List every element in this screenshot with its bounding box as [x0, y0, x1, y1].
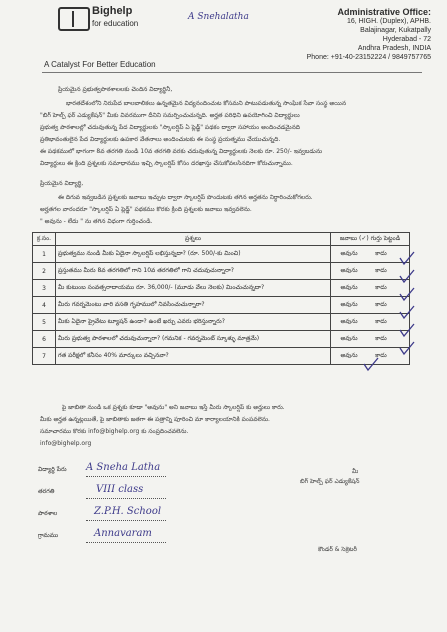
- header-divider: [42, 72, 422, 73]
- eligibility-table: [32, 232, 410, 365]
- office-address: [261, 8, 431, 62]
- office-line: Hyderabad - 72: [382, 36, 431, 43]
- row-number: 3: [33, 280, 56, 297]
- field-school: [38, 506, 162, 518]
- check-icon: [400, 270, 414, 282]
- paragraph-line: ప్రతిభావంతులైన పేద విద్యార్థులకు ఉపకార వేతనాలు అందించుటకు ఈ సంస్థ ప్రయత్నము చేయుచున్నది.: [40, 136, 281, 143]
- paragraph-line: విద్యార్థులు ఈ క్రింది ప్రశ్నలకు సమాధానము ఇచ్చి స్కాలర్షిప్ కోసం దరఖాస్తు చేసుకోవలసినదిగా కోరుచున్నాము.: [40, 160, 293, 167]
- row-question: ప్రభుత్వము నుండి మీకు ఏదైనా స్కాలర్షిప్ లభిస్తున్నదా? (రూ. 500/-కు మించి): [56, 246, 331, 263]
- footer-email: info@bighelp.org: [40, 440, 92, 447]
- table-row: [33, 246, 410, 263]
- handwritten-checkmarks: [360, 250, 420, 375]
- footer-note: పై జాబితా నుండి ఒక ప్రశ్నకు కూడా "అవును" అని జవాబు ఇస్తే మీరు స్కాలర్షిప్ కు అర్హులు కారు.: [62, 404, 285, 411]
- paragraph-line: ఈ పథకములో భాగంగా 8వ తరగతి నుండి 10వ తరగతి వరకు చదువుతున్న విద్యార్థులకు నెలకు రూ. 250/- ఇవ్వబడును: [40, 148, 323, 155]
- answer-no[interactable]: కాదు: [375, 335, 387, 342]
- table-header-row: [33, 233, 410, 246]
- paragraph-line: ప్రభుత్వ పాఠశాలల్లో చదువుతున్న పేద విద్యార్థులకు "స్కాలర్షిప్ ఏ ప్లెడ్జ్" పథకం ద్వారా సహాయం అందించడమైనది: [40, 124, 301, 131]
- field-value: Z.P.H. School: [94, 506, 162, 517]
- table-row: [33, 348, 410, 365]
- office-line: 16, HIGH. (Duplex), APHB.: [346, 18, 431, 25]
- field-value: VIII class: [96, 484, 144, 495]
- office-line: Balajinagar, Kukatpally: [360, 27, 431, 34]
- signature-line: [86, 542, 166, 543]
- answer-yes[interactable]: అవును: [340, 301, 358, 308]
- answer-yes[interactable]: అవును: [340, 284, 358, 291]
- greeting: ప్రియమైన ప్రభుత్వపాఠశాలలకు చెందిన విద్యార్థినీ,: [58, 86, 173, 93]
- table-row: [33, 280, 410, 297]
- handwritten-name-top: A Snehalatha: [188, 12, 249, 22]
- tagline: A Catalyst For Better Education: [44, 60, 156, 69]
- field-value: Annavaram: [94, 528, 152, 539]
- col-answer-header: జవాబు (✓) గుర్తు పెట్టండి: [331, 233, 410, 246]
- field-label: విద్యార్థి పేరు: [38, 466, 67, 473]
- office-phone: Phone: +91-40-23152224 / 9849757765: [306, 54, 431, 61]
- col-question-header: ప్రశ్నలు: [56, 233, 331, 246]
- row-question: ప్రస్తుతము మీరు 8వ తరగతిలో గాని 10వ తరగతిలో గాని చదువుచున్నారా?: [56, 263, 331, 280]
- instruction-line: అర్హతగల వారందరూ "స్కాలర్షిప్ ఏ ప్లెడ్జ్" పథకము కొరకు క్రింది ప్రశ్నలకు జవాబు ఇవ్వవలెను.: [40, 206, 252, 213]
- instruction-line: ఈ దిగువ ఇవ్వబడిన ప్రశ్నలకు జవాబు ఇచ్చుట ద్వారా స్కాలర్షిప్ పొందుటకు తగిన అర్హతను నిర్ధారించుకోగలరు.: [58, 194, 313, 201]
- field-label: తరగతి: [38, 488, 55, 495]
- col-sno-header: క్ర.సం.: [33, 233, 56, 246]
- office-title: Administrative Office:: [337, 7, 431, 17]
- field-value: A Sneha Latha: [86, 462, 161, 473]
- signature-line: [86, 498, 166, 499]
- row-question: మీకు ఏదైనా ప్రైవేటు ట్యూషన్ ఉందా? ఉంటే ఖర్చు ఎవరు భరిస్తున్నారు?: [56, 314, 331, 331]
- check-icon: [400, 324, 414, 336]
- instruction-line: " అవును - లేదు " ను తగిన విధంగా గుర్తించండి.: [40, 218, 153, 225]
- signatory-title: కౌండర్ & సెక్రెటరీ: [318, 546, 357, 553]
- brand-name: Bighelp: [92, 5, 133, 17]
- answer-yes[interactable]: అవును: [340, 318, 358, 325]
- row-number: 4: [33, 297, 56, 314]
- answer-yes[interactable]: అవును: [340, 335, 358, 342]
- answer-no[interactable]: కాదు: [375, 352, 387, 359]
- signature-line: [86, 476, 166, 477]
- field-label: పాఠశాల: [38, 510, 58, 517]
- table-row: [33, 331, 410, 348]
- answer-yes[interactable]: అవును: [340, 250, 358, 257]
- paragraph-line: భారతదేశంలోని నిరుపేద బాలబాలికలు ఉన్నతమైన విద్యనందించుట కోసమని పాటుపడుతున్న సాంఘిక సేవా సంస్థ అయిన: [66, 100, 347, 107]
- field-student-name: [38, 462, 161, 474]
- signature-line: [86, 520, 166, 521]
- footer-note: సమాచారము కొరకు info@bighelp.org కు సంప్రదించవలెను.: [40, 428, 189, 435]
- organization-name: బిగ్ హెల్ప్ ఫర్ ఎడ్యుకేషన్: [300, 478, 360, 485]
- check-icon: [364, 358, 378, 370]
- table-row: [33, 314, 410, 331]
- intro: ప్రియమైన విద్యార్థి,: [40, 180, 84, 187]
- footer-note: మీకు అర్హత ఉన్నట్లయితే, పై జాబితాకు జతగా ఈ పత్రాన్ని పూరించి మా కార్యాలయానికి పంపవలెను.: [40, 416, 270, 423]
- paragraph-line: "బిగ్ హెల్ప్ ఫర్ ఎడ్యుకేషన్" మీకు వివరముగా దీనిని సమర్పించుచున్నది. అర్హత పరిధిని ఉపయోగించి విద్యార్థులు: [40, 112, 300, 119]
- answer-no[interactable]: కాదు: [375, 267, 387, 274]
- table-row: [33, 297, 410, 314]
- row-question: గత పరీక్షలో కనీసం 40% మార్కులు వచ్చినవా?: [56, 348, 331, 365]
- check-icon: [400, 306, 414, 318]
- field-class: [38, 484, 144, 496]
- answer-no[interactable]: కాదు: [375, 301, 387, 308]
- answer-yes[interactable]: అవును: [340, 267, 358, 274]
- check-icon: [400, 252, 414, 264]
- row-number: 1: [33, 246, 56, 263]
- check-icon: [400, 288, 414, 300]
- row-number: 2: [33, 263, 56, 280]
- row-question: మీరు ప్రభుత్వ పాఠశాలలో చదువుచున్నారా? (గమనిక - గవర్నమెంట్ స్కూళ్ళు మాత్రమే): [56, 331, 331, 348]
- answer-yes[interactable]: అవును: [340, 352, 358, 359]
- check-icon: [400, 342, 414, 354]
- answer-no[interactable]: కాదు: [375, 250, 387, 257]
- office-line: Andhra Pradesh, INDIA: [357, 45, 431, 52]
- answer-no[interactable]: కాదు: [375, 318, 387, 325]
- brand-subtitle: for education: [92, 19, 139, 28]
- field-label: గ్రామము: [38, 532, 59, 539]
- book-icon: [58, 7, 90, 31]
- row-number: 7: [33, 348, 56, 365]
- row-question: మీ కుటుంబ సంవత్సరాదాయము రూ. 36,000/- (మూడు వేలు నెలకు) మించుచున్నదా?: [56, 280, 331, 297]
- answer-no[interactable]: కాదు: [375, 284, 387, 291]
- row-number: 6: [33, 331, 56, 348]
- row-number: 5: [33, 314, 56, 331]
- table-row: [33, 263, 410, 280]
- field-village: [38, 528, 152, 540]
- row-question: మీరు గవర్నమెంటు వారి వసతి గృహములో నివసించుచున్నారా?: [56, 297, 331, 314]
- closing: మీ: [352, 468, 359, 475]
